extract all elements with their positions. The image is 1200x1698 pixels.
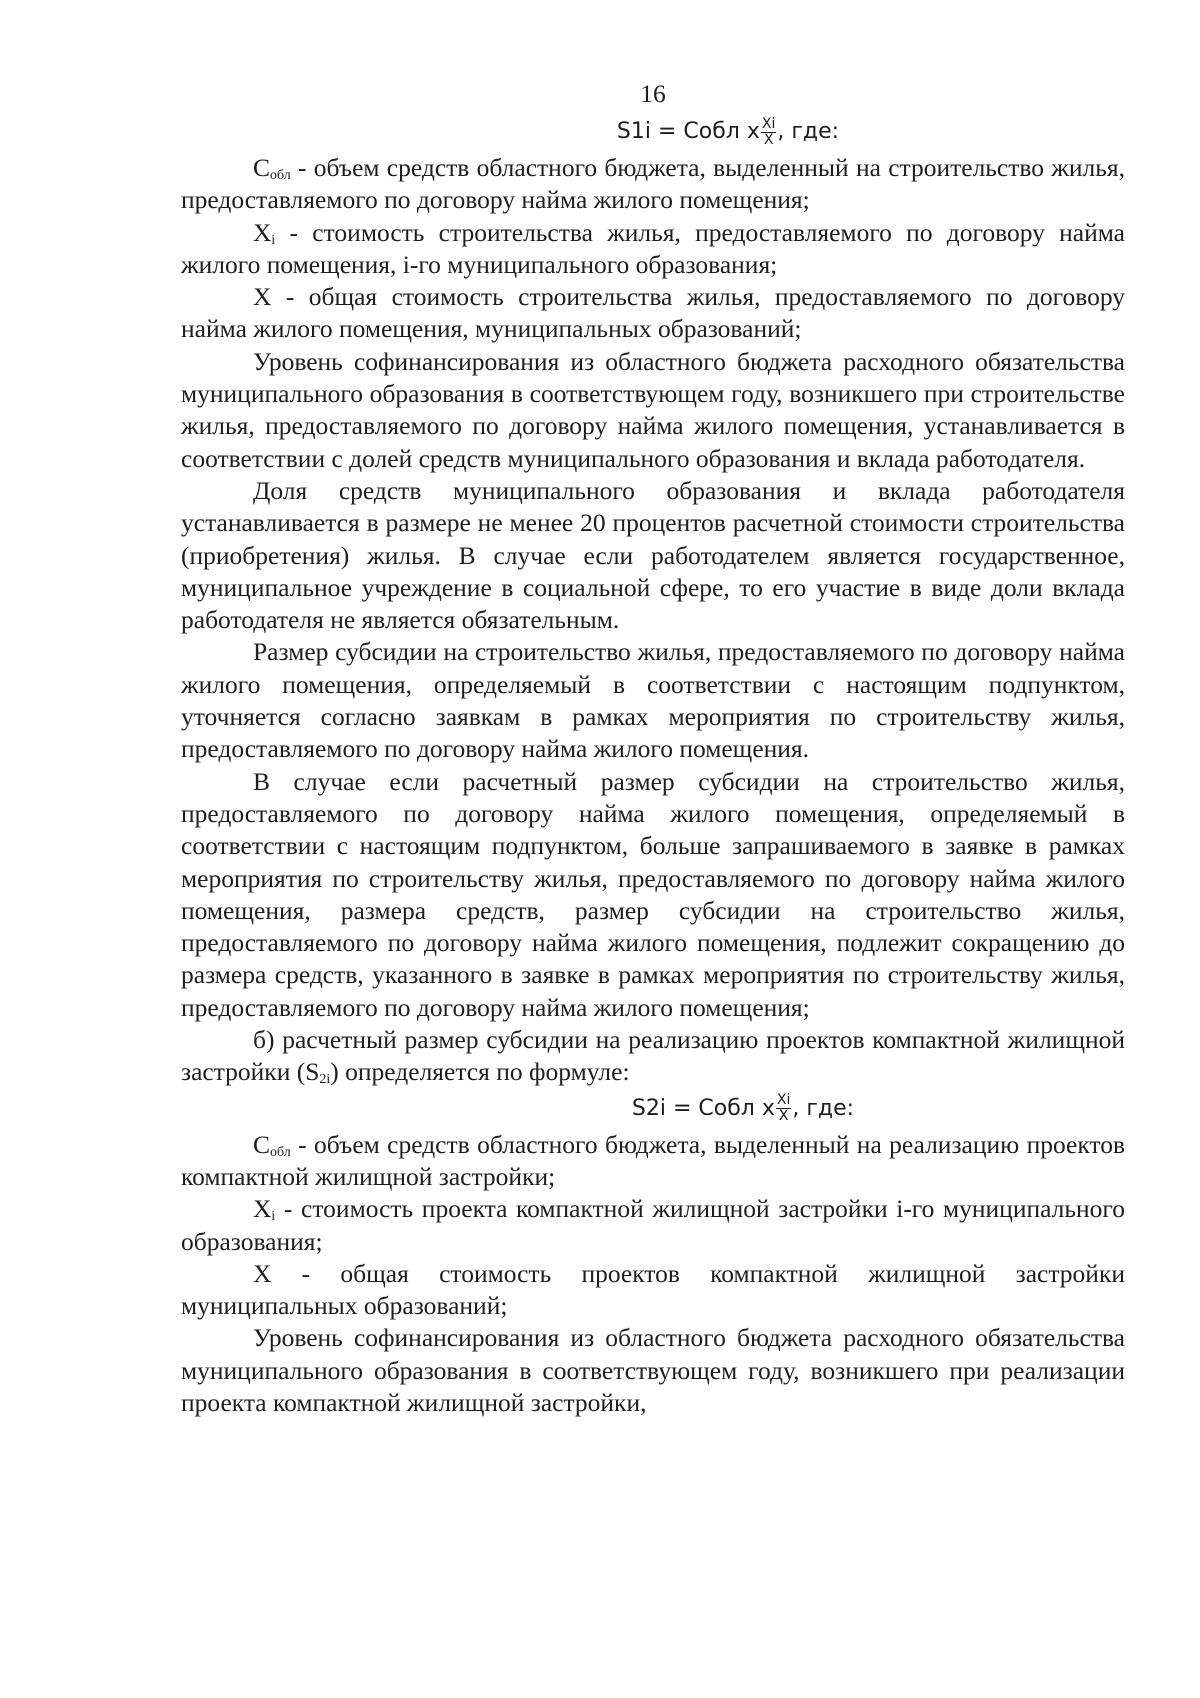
para-reduction: В случае если расчетный размер субсидии на строительство жилья, предоставляемого по договору найма жилого помещения, определяемый в соответствии с настоящим подпунктом, больше запрашиваемого в заявке в рамках мероприятия по строительству жилья, предоставляемого по договору найма жилого помещения, размера средств, размер субсидии на строительство жилья, предоставляемого по договору найма жилого помещения, подлежит сокращению до размера средств, указанного в заявке в рамках мероприятия по строительству жилья, предоставляемого по договору найма жилого помещения;	[181, 766, 1125, 1022]
formula-s1i	[331, 112, 1125, 152]
formula-s1i-fraction	[761, 117, 776, 148]
para-xi-1	[181, 217, 1125, 282]
para-subsidy-size: Размер субсидии на строительство жилья, предоставляемого по договору найма жилого помещения, определяемый в соответствии с настоящим подпунктом, уточняется согласно заявкам в рамках мероприятия по строительству жилья, предоставляемого по договору найма жилого помещения.	[181, 637, 1125, 764]
symbol-x: X	[253, 217, 272, 247]
para-x-1: X - общая стоимость строительства жилья, предоставляемого по договору найма жилого помещения, муниципальных образований;	[181, 282, 1125, 344]
para-cofinancing-2: Уровень софинансирования из областного бюджета расходного обязательства муниципального образования в соответствующем году, возникшего при реализации проекта компактной жилищной застройки,	[181, 1323, 1125, 1417]
formula-s1i-numerator: Xi	[761, 115, 776, 132]
subscript-i: i	[271, 1209, 276, 1225]
para-share: Доля средств муниципального образования и вклада работодателя устанавливается в размере не менее 20 процентов расчетной стоимости строительства (приобретения) жилья. В случае если работодателем является государственное, муниципальное учреждение в социальной сфере, то его участие в виде доли вклада работодателя не является обязательным.	[181, 475, 1125, 635]
symbol-x: X	[253, 1194, 272, 1224]
page-number: 16	[640, 79, 666, 108]
formula-s1i-left: S1i = Собл х	[616, 119, 760, 144]
subscript-i: i	[271, 232, 276, 248]
formula-s2i-fraction	[776, 1093, 791, 1124]
para-x-2: X - общая стоимость проектов компактной жилищной застройки муниципальных образований;	[181, 1258, 1125, 1321]
formula-s2i-numerator: Xi	[776, 1092, 791, 1109]
para-sobl-2	[181, 1129, 1125, 1194]
document-page	[181, 78, 1125, 1419]
para-sobl-1	[181, 152, 1125, 217]
para-cofinancing-1: Уровень софинансирования из областного бюджета расходного обязательства муниципального образования в соответствующем году, возникшего при строительстве жилья, предоставляемого по договору найма жилого помещения, устанавливается в соответствии с долей средств муниципального образования и вклада работодателя.	[181, 346, 1125, 473]
para-item-b-after: ) определяется по формуле:	[330, 1057, 630, 1087]
subscript-obl: обл	[270, 1144, 291, 1160]
formula-s2i-left: S2i = Собл х	[631, 1095, 775, 1121]
symbol-c: С	[253, 1129, 271, 1159]
symbol-c: С	[253, 153, 271, 182]
para-item-b	[181, 1024, 1125, 1089]
para-xi-1-text: - стоимость строительства жилья, предоставляемого по договору найма жилого помещения, i-го муниципального образования;	[181, 217, 1125, 279]
subscript-obl: обл	[270, 168, 291, 183]
para-sobl-2-text: - объем средств областного бюджета, выделенный на реализацию проектов компактной жилищной застройки;	[181, 1129, 1125, 1191]
subscript-2i: 2i	[319, 1072, 331, 1088]
formula-s2i-suffix: , где:	[792, 1095, 855, 1121]
para-xi-2	[181, 1193, 1125, 1258]
formula-s2i-denominator: X	[778, 1108, 789, 1125]
para-xi-2-text: - стоимость проекта компактной жилищной застройки i-го муниципального образования;	[181, 1194, 1125, 1256]
formula-s1i-suffix: , где:	[777, 119, 840, 144]
formula-s2i	[361, 1089, 1125, 1129]
formula-s1i-denominator: X	[763, 131, 774, 148]
para-sobl-1-text: - объем средств областного бюджета, выделенный на строительство жилья, предоставляемого по договору найма жилого помещения;	[181, 153, 1125, 215]
para-item-b-before: б) расчетный размер субсидии на реализацию проектов компактной жилищной застройки (S	[181, 1025, 1125, 1087]
